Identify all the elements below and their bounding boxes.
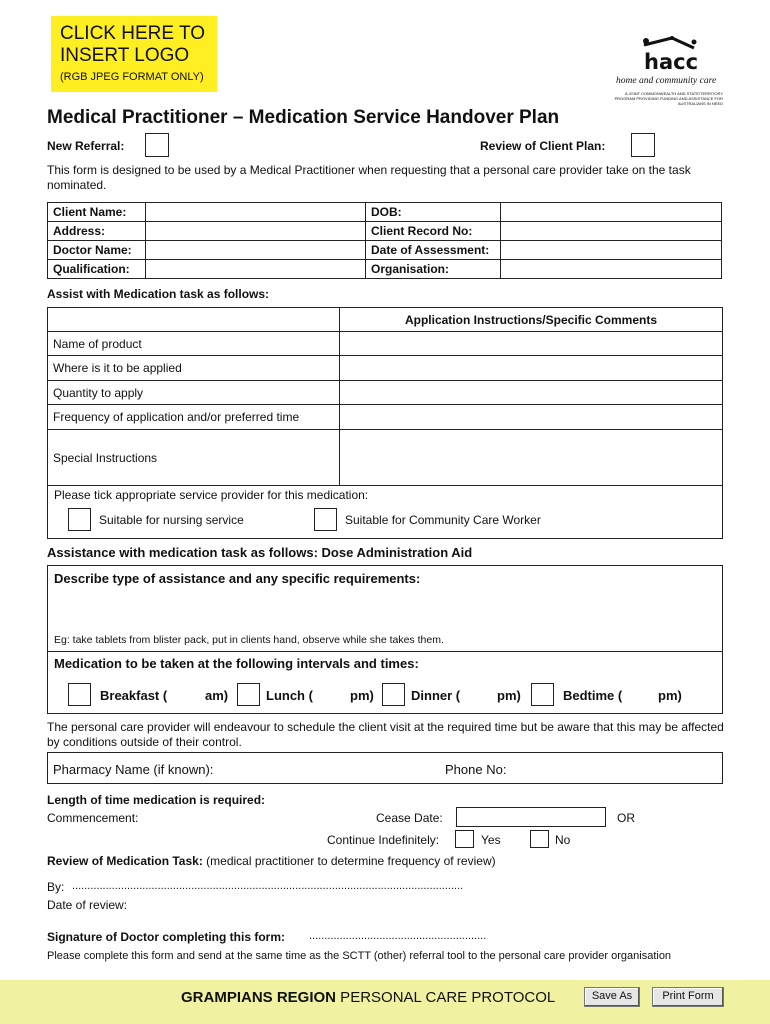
doctor-name-label: Doctor Name:	[48, 241, 146, 260]
footer-title	[181, 989, 555, 1006]
app-row-field[interactable]	[340, 332, 723, 356]
review-plan-checkbox[interactable]	[631, 133, 655, 157]
client-name-field[interactable]	[146, 203, 366, 222]
ccw-checkbox[interactable]	[314, 508, 337, 531]
intervals-heading: Medication to be taken at the following intervals and times:	[54, 656, 419, 671]
breakfast-label: Breakfast (	[100, 688, 168, 703]
lunch-label: Lunch (	[266, 688, 313, 703]
app-row-label: Frequency of application and/or preferred time	[48, 405, 340, 430]
by-dotted-field[interactable]: ................................................................................................................................	[72, 880, 464, 892]
cease-date-label: Cease Date:	[376, 811, 443, 825]
new-referral-label: New Referral:	[47, 139, 125, 153]
lunch-suffix: pm)	[350, 688, 374, 703]
print-form-button[interactable]: Print Form	[652, 987, 724, 1007]
logo-line-3: (RGB JPEG FORMAT ONLY)	[60, 71, 204, 83]
hacc-fine-print: A JOINT COMMONWEALTH AND STATE/TERRITORY PROGRAM PROVIDING FUNDING AND ASSISTANCE FOR AUSTRALIANS IN NEED	[614, 91, 723, 106]
dose-heading: Assistance with medication task as follows: Dose Administration Aid	[47, 545, 473, 560]
client-record-field[interactable]	[501, 222, 722, 241]
logo-line-2: INSERT LOGO	[60, 45, 190, 66]
app-row-field[interactable]	[340, 356, 723, 381]
date-review-label: Date of review:	[47, 898, 128, 912]
app-row-field[interactable]	[340, 405, 723, 430]
application-table	[47, 307, 723, 486]
app-row-field[interactable]	[340, 381, 723, 405]
footer-bar	[0, 980, 770, 1024]
phone-label: Phone No:	[445, 762, 507, 777]
logo-line-1: CLICK HERE TO	[60, 23, 206, 44]
nursing-service-label: Suitable for nursing service	[99, 513, 244, 527]
hacc-word: hacc	[644, 50, 699, 74]
app-header: Application Instructions/Specific Comments	[340, 308, 723, 332]
or-label: OR	[617, 811, 635, 825]
no-label: No	[555, 833, 571, 847]
continue-label: Continue Indefinitely:	[327, 833, 440, 847]
describe-field[interactable]	[54, 590, 714, 630]
app-row-label: Quantity to apply	[48, 381, 340, 405]
bedtime-suffix: pm)	[658, 688, 682, 703]
date-assessment-label: Date of Assessment:	[366, 241, 501, 260]
by-label: By:	[47, 880, 65, 894]
dob-field[interactable]	[501, 203, 722, 222]
address-label: Address:	[48, 222, 146, 241]
hacc-logo	[598, 36, 738, 116]
commencement-label: Commencement:	[47, 811, 139, 825]
date-assessment-field[interactable]	[501, 241, 722, 260]
pharmacy-label: Pharmacy Name (if known):	[53, 762, 214, 777]
save-as-button[interactable]: Save As	[584, 987, 640, 1007]
insert-logo-placeholder[interactable]	[51, 16, 217, 92]
qualification-field[interactable]	[146, 260, 366, 279]
footer-region: GRAMPIANS REGION	[181, 989, 337, 1006]
cease-date-field[interactable]	[456, 807, 606, 827]
send-note: Please complete this form and send at the same time as the SCTT (other) referral tool to the personal care provider organisation	[47, 950, 672, 962]
app-row-label: Special Instructions	[48, 430, 340, 486]
continue-yes-checkbox[interactable]	[455, 830, 474, 848]
assistance-divider	[47, 651, 723, 652]
review-rest: (medical practitioner to determine frequency of review)	[202, 854, 496, 868]
hacc-tagline: home and community care	[616, 76, 717, 86]
yes-label: Yes	[481, 833, 501, 847]
length-heading: Length of time medication is required:	[47, 793, 266, 807]
assist-heading: Assist with Medication task as follows:	[47, 287, 270, 301]
breakfast-suffix: am)	[205, 688, 229, 703]
organisation-label: Organisation:	[366, 260, 501, 279]
app-row-label: Where is it to be applied	[48, 356, 340, 381]
address-field[interactable]	[146, 222, 366, 241]
qualification-label: Qualification:	[48, 260, 146, 279]
organisation-field[interactable]	[501, 260, 722, 279]
intro-text: This form is designed to be used by a Medical Practitioner when requesting that a personal care provider take on the task nominated.	[47, 163, 691, 192]
dinner-checkbox[interactable]	[382, 683, 405, 706]
review-line	[47, 854, 496, 868]
signature-label: Signature of Doctor completing this form:	[47, 930, 286, 944]
dob-label: DOB:	[366, 203, 501, 222]
continue-no-checkbox[interactable]	[530, 830, 549, 848]
schedule-note: The personal care provider will endeavour to schedule the client visit at the required time but be aware that this may be affected by conditions outside of their control.	[47, 720, 724, 749]
client-details-table	[47, 202, 722, 279]
describe-example: Eg: take tablets from blister pack, put in clients hand, observe while she takes them.	[54, 634, 444, 646]
review-bold: Review of Medication Task:	[47, 854, 203, 868]
bedtime-checkbox[interactable]	[531, 683, 554, 706]
dinner-suffix: pm)	[497, 688, 521, 703]
ccw-label: Suitable for Community Care Worker	[345, 513, 541, 527]
doctor-name-field[interactable]	[146, 241, 366, 260]
bedtime-label: Bedtime (	[563, 688, 623, 703]
signature-dotted-field[interactable]: ..........................................................	[309, 930, 487, 942]
page-title: Medical Practitioner – Medication Service Handover Plan	[47, 107, 560, 128]
breakfast-checkbox[interactable]	[68, 683, 91, 706]
nursing-service-checkbox[interactable]	[68, 508, 91, 531]
tick-prompt: Please tick appropriate service provider for this medication:	[54, 488, 369, 502]
app-header-blank	[48, 308, 340, 332]
client-record-label: Client Record No:	[366, 222, 501, 241]
client-name-label: Client Name:	[48, 203, 146, 222]
describe-heading: Describe type of assistance and any specific requirements:	[54, 571, 421, 586]
review-plan-label: Review of Client Plan:	[480, 139, 606, 153]
app-row-label: Name of product	[48, 332, 340, 356]
lunch-checkbox[interactable]	[237, 683, 260, 706]
footer-protocol: PERSONAL CARE PROTOCOL	[336, 989, 556, 1006]
app-row-field[interactable]	[340, 430, 723, 486]
new-referral-checkbox[interactable]	[145, 133, 169, 157]
dinner-label: Dinner (	[411, 688, 461, 703]
